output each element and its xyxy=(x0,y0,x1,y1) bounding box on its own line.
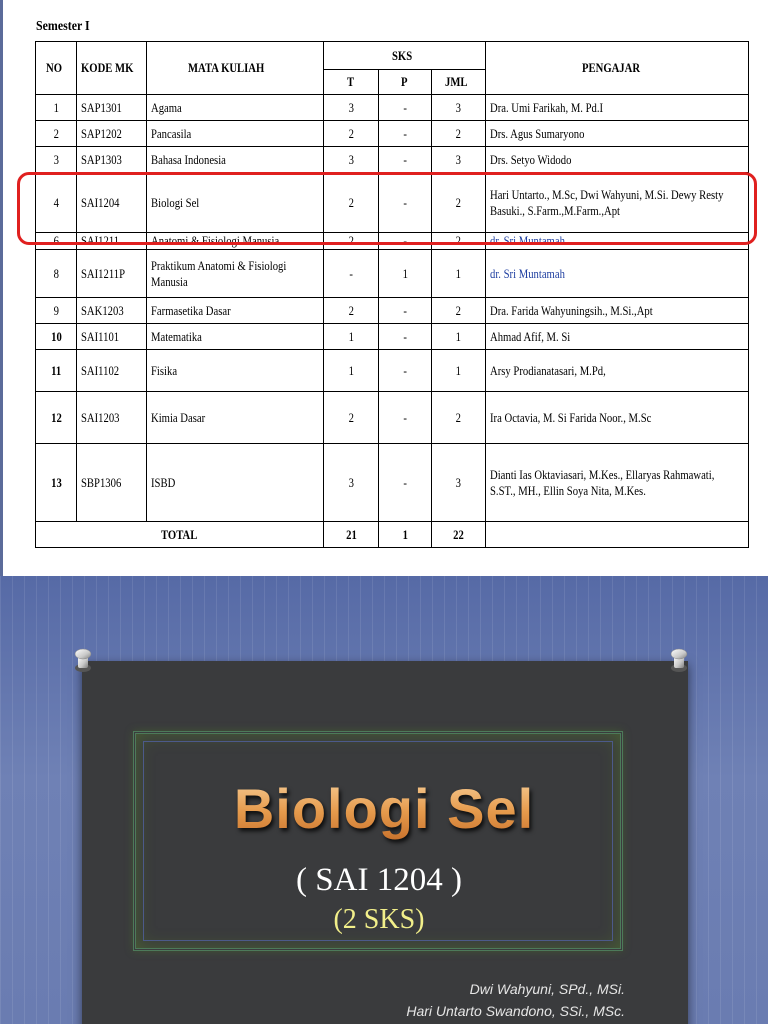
cell-t: 3 xyxy=(324,95,379,121)
cell-jml: 2 xyxy=(432,298,486,324)
course-code: ( SAI 1204 ) xyxy=(296,862,462,898)
cell-t: 3 xyxy=(324,444,379,522)
cell-kode: SAP1202 xyxy=(77,121,147,147)
cell-no: 4 xyxy=(36,173,77,233)
cell-t: 2 xyxy=(324,173,379,233)
cell-pengajar: dr. Sri Muntamah xyxy=(486,250,749,298)
cell-no: 6 xyxy=(36,233,77,250)
cell-kode: SAI1203 xyxy=(77,392,147,444)
cell-kode: SAP1301 xyxy=(77,95,147,121)
cell-t: 2 xyxy=(324,298,379,324)
cell-p: - xyxy=(379,444,432,522)
course-table xyxy=(35,41,749,548)
cell-no: 2 xyxy=(36,121,77,147)
course-credits: (2 SKS) xyxy=(333,904,425,935)
cell-p: - xyxy=(379,233,432,250)
total-p: 1 xyxy=(379,522,432,548)
table-row xyxy=(36,121,749,147)
cell-t: 3 xyxy=(324,147,379,173)
total-jml: 22 xyxy=(432,522,486,548)
cell-p: - xyxy=(379,95,432,121)
header-jml: JML xyxy=(432,70,486,95)
header-no: NO xyxy=(36,42,77,95)
cell-jml: 1 xyxy=(432,250,486,298)
table-row-partial xyxy=(36,233,749,250)
cell-mata-kuliah: Biologi Sel xyxy=(147,173,324,233)
cell-kode: SAI1102 xyxy=(77,350,147,392)
cell-mata-kuliah: Bahasa Indonesia xyxy=(147,147,324,173)
author-line: Hari Untarto Swandono, SSi., MSc. xyxy=(406,1003,625,1019)
header-pengajar: PENGAJAR xyxy=(486,42,749,95)
cell-t: 1 xyxy=(324,324,379,350)
cell-jml: 2 xyxy=(432,173,486,233)
pin-icon xyxy=(72,647,94,673)
cell-mata-kuliah: Praktikum Anatomi & Fisiologi Manusia xyxy=(147,250,324,298)
cell-no: 13 xyxy=(36,444,77,522)
cell-pengajar: Dra. Umi Farikah, M. Pd.I xyxy=(486,95,749,121)
cell-jml: 1 xyxy=(432,324,486,350)
cell-t: 2 xyxy=(324,233,379,250)
cell-kode: SAI1211 xyxy=(77,233,147,250)
header-sks: SKS xyxy=(324,42,486,70)
cell-p: - xyxy=(379,121,432,147)
table-row xyxy=(36,147,749,173)
cell-pengajar: dr. Sri Muntamah xyxy=(486,233,749,250)
cell-kode: SAK1203 xyxy=(77,298,147,324)
cell-kode: SAI1101 xyxy=(77,324,147,350)
cell-t: 1 xyxy=(324,350,379,392)
cell-t: 2 xyxy=(324,392,379,444)
title-slide xyxy=(0,576,768,1024)
cell-pengajar: Arsy Prodianatasari, M.Pd, xyxy=(486,350,749,392)
cell-p: - xyxy=(379,350,432,392)
header-kode-mk: KODE MK xyxy=(77,42,147,95)
cell-mata-kuliah: Matematika xyxy=(147,324,324,350)
cell-pengajar: Drs. Agus Sumaryono xyxy=(486,121,749,147)
total-row xyxy=(36,522,749,548)
cell-pengajar: Ahmad Afif, M. Si xyxy=(486,324,749,350)
header-p: P xyxy=(379,70,432,95)
cell-pengajar: Drs. Setyo Widodo xyxy=(486,147,749,173)
table-row xyxy=(36,95,749,121)
cell-p: - xyxy=(379,173,432,233)
cell-mata-kuliah: Anatomi & Fisiologi Manusia xyxy=(147,233,324,250)
cell-jml: 3 xyxy=(432,95,486,121)
cell-pengajar: Hari Untarto., M.Sc, Dwi Wahyuni, M.Si. Dewy Resty Basuki., S.Farm.,M.Farm.,Apt xyxy=(486,173,749,233)
cell-pengajar: Dianti Ias Oktaviasari, M.Kes., Ellaryas Rahmawati, S.ST., MH., Ellin Soya Nita, M.Kes. xyxy=(486,444,749,522)
table-row xyxy=(36,350,749,392)
cell-jml: 2 xyxy=(432,392,486,444)
table-row xyxy=(36,392,749,444)
cell-no: 11 xyxy=(36,350,77,392)
cell-jml: 2 xyxy=(432,121,486,147)
cell-mata-kuliah: Kimia Dasar xyxy=(147,392,324,444)
pin-icon xyxy=(668,647,690,673)
cell-jml: 2 xyxy=(432,233,486,250)
cell-p: - xyxy=(379,392,432,444)
cell-kode: SAI1211P xyxy=(77,250,147,298)
cell-t: 2 xyxy=(324,121,379,147)
cell-p: - xyxy=(379,147,432,173)
total-label: TOTAL xyxy=(36,522,324,548)
table-row xyxy=(36,324,749,350)
table-row xyxy=(36,298,749,324)
cell-pengajar: Ira Octavia, M. Si Farida Noor., M.Sc xyxy=(486,392,749,444)
cell-mata-kuliah: Pancasila xyxy=(147,121,324,147)
cell-t: - xyxy=(324,250,379,298)
chalkboard xyxy=(82,661,688,1024)
author-line: Dwi Wahyuni, SPd., MSi. xyxy=(469,981,625,997)
total-t: 21 xyxy=(324,522,379,548)
cell-no: 10 xyxy=(36,324,77,350)
cell-kode: SAI1204 xyxy=(77,173,147,233)
cell-p: - xyxy=(379,298,432,324)
cell-mata-kuliah: ISBD xyxy=(147,444,324,522)
cell-no: 1 xyxy=(36,95,77,121)
cell-mata-kuliah: Agama xyxy=(147,95,324,121)
header-mata-kuliah: MATA KULIAH xyxy=(147,42,324,95)
cell-no: 12 xyxy=(36,392,77,444)
cell-pengajar: Dra. Farida Wahyuningsih., M.Si.,Apt xyxy=(486,298,749,324)
cell-no: 9 xyxy=(36,298,77,324)
total-pengajar-empty xyxy=(486,522,749,548)
table-row-highlighted xyxy=(36,173,749,233)
table-row xyxy=(36,444,749,522)
semester-title: Semester I xyxy=(36,19,90,34)
cell-p: - xyxy=(379,324,432,350)
cell-jml: 1 xyxy=(432,350,486,392)
cell-jml: 3 xyxy=(432,147,486,173)
cell-no: 8 xyxy=(36,250,77,298)
cell-no: 3 xyxy=(36,147,77,173)
header-t: T xyxy=(324,70,379,95)
cell-kode: SBP1306 xyxy=(77,444,147,522)
cell-jml: 3 xyxy=(432,444,486,522)
table-row xyxy=(36,250,749,298)
cell-p: 1 xyxy=(379,250,432,298)
cell-mata-kuliah: Farmasetika Dasar xyxy=(147,298,324,324)
cell-mata-kuliah: Fisika xyxy=(147,350,324,392)
cell-kode: SAP1303 xyxy=(77,147,147,173)
slide-title: Biologi Sel xyxy=(0,776,768,841)
